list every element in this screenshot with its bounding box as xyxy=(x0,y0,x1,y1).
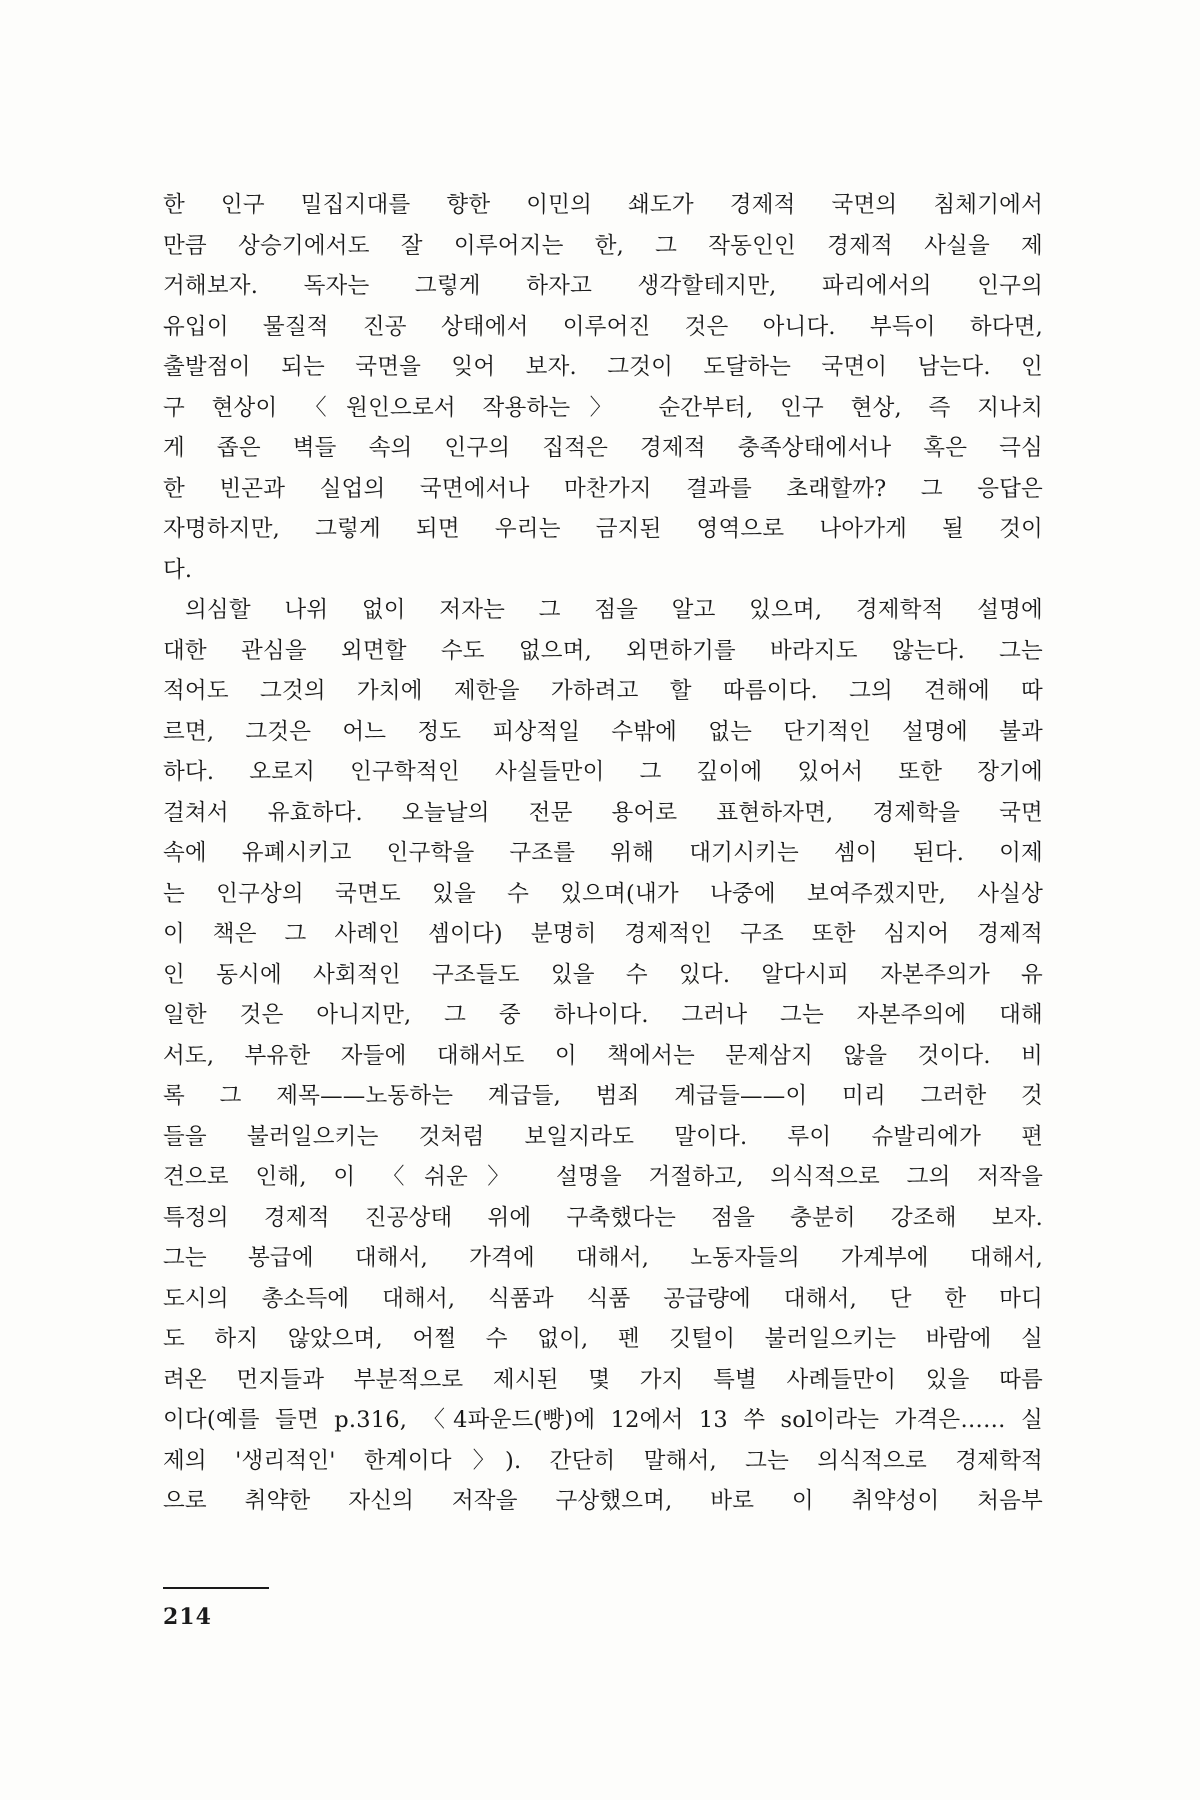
text-line: 거해보자. 독자는 그렇게 하자고 생각할테지만, 파리에서의 인구의 xyxy=(163,273,1043,299)
text-line: 려온 먼지들과 부분적으로 제시된 몇 가지 특별 사례들만이 있을 따름 xyxy=(163,1366,1043,1393)
text-line: 인 동시에 사회적인 구조들도 있을 수 있다. 알다시피 자본주의가 유 xyxy=(163,961,1043,988)
text-line: 록 그 제목——노동하는 계급들, 범죄 계급들——이 미리 그러한 것 xyxy=(163,1083,1043,1109)
text-line: 서도, 부유한 자들에 대해서도 이 책에서는 문제삼지 않을 것이다. 비 xyxy=(163,1042,1043,1069)
text-line: 출발점이 되는 국면을 잊어 보자. 그것이 도달하는 국면이 남는다. 인 xyxy=(163,354,1043,380)
text-line: 하다. 오로지 인구학적인 사실들만이 그 깊이에 있어서 또한 장기에 xyxy=(163,759,1043,785)
text-line: 이 책은 그 사례인 셈이다) 분명히 경제적인 구조 또한 심지어 경제적 xyxy=(163,921,1043,947)
text-line: 만큼 상승기에서도 잘 이루어지는 한, 그 작동인인 경제적 사실을 제 xyxy=(163,232,1043,259)
page-number: 214 xyxy=(163,1604,212,1630)
text-line: 자명하지만, 그렇게 되면 우리는 금지된 영역으로 나아가게 될 것이 xyxy=(163,516,1043,542)
text-line: 그는 봉급에 대해서, 가격에 대해서, 노동자들의 가계부에 대해서, xyxy=(163,1245,1043,1271)
text-line: 한 빈곤과 실업의 국면에서나 마찬가지 결과를 초래할까? 그 응답은 xyxy=(163,475,1043,502)
text-line: 도 하지 않았으며, 어쩔 수 없이, 펜 깃털이 불러일으키는 바람에 실 xyxy=(163,1326,1043,1352)
underline-mark xyxy=(163,1587,269,1589)
text-line: 도시의 총소득에 대해서, 식품과 식품 공급량에 대해서, 단 한 마디 xyxy=(163,1285,1043,1312)
body-text xyxy=(163,185,1043,1522)
text-line: 제의 '생리적인' 한계이다〉). 간단히 말해서, 그는 의식적으로 경제학적 xyxy=(163,1447,1043,1474)
text-line: 유입이 물질적 진공 상태에서 이루어진 것은 아니다. 부득이 하다면, xyxy=(163,313,1043,340)
text-line: 의심할 나위 없이 저자는 그 점을 알고 있으며, 경제학적 설명에 xyxy=(185,597,1043,623)
text-line: 견으로 인해, 이 〈쉬운〉 설명을 거절하고, 의식적으로 그의 저작을 xyxy=(163,1164,1043,1190)
text-line: 다. xyxy=(163,556,193,583)
text-line: 일한 것은 아니지만, 그 중 하나이다. 그러나 그는 자본주의에 대해 xyxy=(163,1002,1043,1028)
text-line: 적어도 그것의 가치에 제한을 가하려고 할 따름이다. 그의 견해에 따 xyxy=(163,678,1043,704)
text-line: 게 좁은 벽들 속의 인구의 집적은 경제적 충족상태에서나 혹은 극심 xyxy=(163,435,1043,461)
text-line: 대한 관심을 외면할 수도 없으며, 외면하기를 바라지도 않는다. 그는 xyxy=(163,637,1043,664)
text-line: 이다(예를 들면 p.316, 〈4파운드(빵)에 12에서 13 쑤 sol이라는 가격은…… 실 xyxy=(163,1407,1043,1433)
text-line: 는 인구상의 국면도 있을 수 있으며(내가 나중에 보여주겠지만, 사실상 xyxy=(163,880,1043,907)
text-line: 들을 불러일으키는 것처럼 보일지라도 말이다. 루이 슈발리에가 편 xyxy=(163,1123,1043,1150)
text-line: 한 인구 밀집지대를 향한 이민의 쇄도가 경제적 국면의 침체기에서 xyxy=(163,192,1043,218)
text-line: 걸쳐서 유효하다. 오늘날의 전문 용어로 표현하자면, 경제학을 국면 xyxy=(163,799,1043,826)
text-line: 특정의 경제적 진공상태 위에 구축했다는 점을 충분히 강조해 보자. xyxy=(163,1204,1043,1231)
text-line: 구 현상이 〈원인으로서 작용하는〉 순간부터, 인구 현상, 즉 지나치 xyxy=(163,394,1043,421)
text-line: 으로 취약한 자신의 저작을 구상했으며, 바로 이 취약성이 처음부 xyxy=(163,1488,1043,1514)
text-line: 속에 유폐시키고 인구학을 구조를 위해 대기시키는 셈이 된다. 이제 xyxy=(163,840,1043,866)
text-line: 르면, 그것은 어느 정도 피상적일 수밖에 없는 단기적인 설명에 불과 xyxy=(163,718,1043,745)
